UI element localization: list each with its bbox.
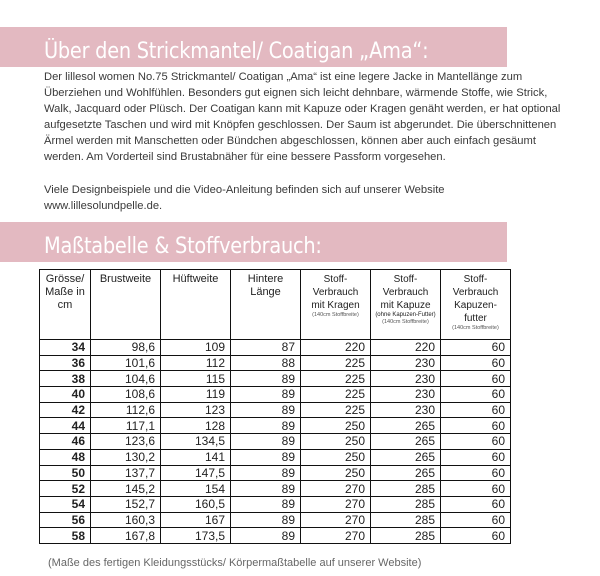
table-cell: 89 — [231, 496, 301, 512]
size-cell: 48 — [40, 449, 91, 465]
table-cell: 270 — [301, 512, 371, 528]
table-cell: 89 — [231, 481, 301, 497]
table-footnote: (Maße des fertigen Kleidungsstücks/ Körpermaßtabelle auf unserer Website) — [48, 557, 422, 569]
table-cell: 60 — [441, 418, 511, 434]
table-cell: 88 — [231, 355, 301, 371]
size-table — [39, 269, 511, 544]
column-header-subnote: (ohne Kapuzen-Futter) — [375, 312, 436, 318]
column-header-label: Grösse/ Maße in cm — [45, 273, 85, 311]
table-cell: 128 — [161, 418, 231, 434]
table-row — [40, 465, 511, 481]
column-header-label: Stoff-Verbrauch mit Kragen — [311, 274, 360, 311]
size-cell: 40 — [40, 387, 91, 403]
table-cell: 230 — [371, 371, 441, 387]
table-cell: 265 — [371, 434, 441, 450]
table-cell: 250 — [301, 434, 371, 450]
table-cell: 270 — [301, 496, 371, 512]
table-cell: 130,2 — [91, 449, 161, 465]
table-cell: 167,8 — [91, 528, 161, 544]
table-cell: 270 — [301, 481, 371, 497]
table-cell: 160,5 — [161, 496, 231, 512]
table-row — [40, 387, 511, 403]
table-cell: 265 — [371, 449, 441, 465]
column-header — [441, 270, 511, 340]
table-cell: 89 — [231, 402, 301, 418]
column-header — [91, 270, 161, 340]
size-cell: 52 — [40, 481, 91, 497]
column-header-note: (140cm Stoffbreite) — [312, 312, 359, 318]
table-cell: 285 — [371, 496, 441, 512]
table-header-row — [40, 270, 511, 340]
table-cell: 60 — [441, 481, 511, 497]
table-cell: 89 — [231, 528, 301, 544]
table-cell: 89 — [231, 434, 301, 450]
size-cell: 58 — [40, 528, 91, 544]
column-header-label: Hüftweite — [172, 273, 219, 285]
table-cell: 265 — [371, 418, 441, 434]
size-cell: 54 — [40, 496, 91, 512]
column-header-label: Brustweite — [99, 273, 152, 285]
table-cell: 101,6 — [91, 355, 161, 371]
table-cell: 285 — [371, 481, 441, 497]
column-header-label: Hintere Länge — [247, 273, 284, 298]
table-cell: 60 — [441, 528, 511, 544]
table-cell: 89 — [231, 371, 301, 387]
table-cell: 154 — [161, 481, 231, 497]
table-cell: 104,6 — [91, 371, 161, 387]
table-cell: 60 — [441, 449, 511, 465]
table-cell: 89 — [231, 387, 301, 403]
table-cell: 115 — [161, 371, 231, 387]
table-cell: 285 — [371, 512, 441, 528]
table-cell: 160,3 — [91, 512, 161, 528]
table-cell: 123,6 — [91, 434, 161, 450]
table-cell: 60 — [441, 496, 511, 512]
description-text — [44, 69, 564, 214]
column-header-label: Stoff-Verbrauch Kapuzen-futter — [452, 274, 499, 324]
table-cell: 89 — [231, 418, 301, 434]
table-cell: 60 — [441, 355, 511, 371]
table-cell: 119 — [161, 387, 231, 403]
table-cell: 60 — [441, 512, 511, 528]
table-cell: 134,5 — [161, 434, 231, 450]
table-cell: 60 — [441, 434, 511, 450]
table-cell: 250 — [301, 449, 371, 465]
table-cell: 147,5 — [161, 465, 231, 481]
table-cell: 270 — [301, 528, 371, 544]
column-header — [40, 270, 91, 340]
table-cell: 117,1 — [91, 418, 161, 434]
table-cell: 250 — [301, 418, 371, 434]
table-cell: 89 — [231, 449, 301, 465]
table-cell: 89 — [231, 465, 301, 481]
size-cell: 56 — [40, 512, 91, 528]
table-cell: 141 — [161, 449, 231, 465]
table-cell: 109 — [161, 340, 231, 356]
table-cell: 87 — [231, 340, 301, 356]
size-cell: 34 — [40, 340, 91, 356]
table-cell: 98,6 — [91, 340, 161, 356]
size-cell: 46 — [40, 434, 91, 450]
table-cell: 152,7 — [91, 496, 161, 512]
column-header — [301, 270, 371, 340]
table-cell: 265 — [371, 465, 441, 481]
table-cell: 60 — [441, 387, 511, 403]
table-cell: 250 — [301, 465, 371, 481]
table-cell: 108,6 — [91, 387, 161, 403]
table-cell: 230 — [371, 402, 441, 418]
table-cell: 137,7 — [91, 465, 161, 481]
table-cell: 230 — [371, 355, 441, 371]
description-paragraph: Der lillesol women No.75 Strickmantel/ Coatigan „Ama“ ist eine legere Jacke in Mantellänge zum Überziehen und Wohlfühlen. Besonders gut eignen sich leicht dehnbare, wärmende Stoffe, wie Strick, Walk, Jacquard oder Plüsch. Der Coatigan kann mit Kapuze oder Kragen genäht werden, er hat optional aufgesetzte Taschen und wird mit Knöpfen geschlossen. Der Saum ist abgerundet. Die überschnittenen Ärmel werden mit Manschetten oder Bündchen abgeschlossen, können aber auch einfach gesäumt werden. Am Vorderteil sind Brustabnäher für eine bessere Passform vorgesehen. — [44, 71, 561, 164]
table-row — [40, 402, 511, 418]
table-row — [40, 449, 511, 465]
website-paragraph: Viele Designbeispiele und die Video-Anleitung befinden sich auf unserer Website www.lillesolundpelle.de. — [44, 183, 445, 212]
table-cell: 89 — [231, 512, 301, 528]
size-cell: 38 — [40, 371, 91, 387]
table-cell: 225 — [301, 371, 371, 387]
table-cell: 60 — [441, 465, 511, 481]
table-cell: 167 — [161, 512, 231, 528]
table-cell: 60 — [441, 340, 511, 356]
size-cell: 50 — [40, 465, 91, 481]
column-header-note: (140cm Stoffbreite) — [452, 325, 499, 331]
column-header — [371, 270, 441, 340]
table-cell: 112,6 — [91, 402, 161, 418]
section-banner-about — [0, 27, 507, 67]
table-cell: 225 — [301, 387, 371, 403]
table-row — [40, 355, 511, 371]
table-row — [40, 340, 511, 356]
table-row — [40, 512, 511, 528]
size-cell: 36 — [40, 355, 91, 371]
table-cell: 220 — [301, 340, 371, 356]
table-cell: 285 — [371, 528, 441, 544]
table-cell: 225 — [301, 355, 371, 371]
table-row — [40, 496, 511, 512]
column-header-note: (140cm Stoffbreite) — [382, 319, 429, 325]
table-cell: 173,5 — [161, 528, 231, 544]
table-row — [40, 371, 511, 387]
size-cell: 44 — [40, 418, 91, 434]
column-header — [161, 270, 231, 340]
table-row — [40, 528, 511, 544]
section-title-size-table: Maßtabelle & Stoffverbrauch: — [44, 234, 322, 259]
table-cell: 220 — [371, 340, 441, 356]
table-cell: 60 — [441, 402, 511, 418]
table-cell: 145,2 — [91, 481, 161, 497]
table-cell: 225 — [301, 402, 371, 418]
table-row — [40, 481, 511, 497]
section-banner-size-table — [0, 222, 507, 262]
table-cell: 230 — [371, 387, 441, 403]
column-header-label: Stoff-Verbrauch mit Kapuze — [380, 274, 431, 311]
table-cell: 60 — [441, 371, 511, 387]
table-row — [40, 434, 511, 450]
section-title-about: Über den Strickmantel/ Coatigan „Ama“: — [44, 39, 429, 64]
column-header — [231, 270, 301, 340]
size-cell: 42 — [40, 402, 91, 418]
table-row — [40, 418, 511, 434]
table-cell: 123 — [161, 402, 231, 418]
table-cell: 112 — [161, 355, 231, 371]
